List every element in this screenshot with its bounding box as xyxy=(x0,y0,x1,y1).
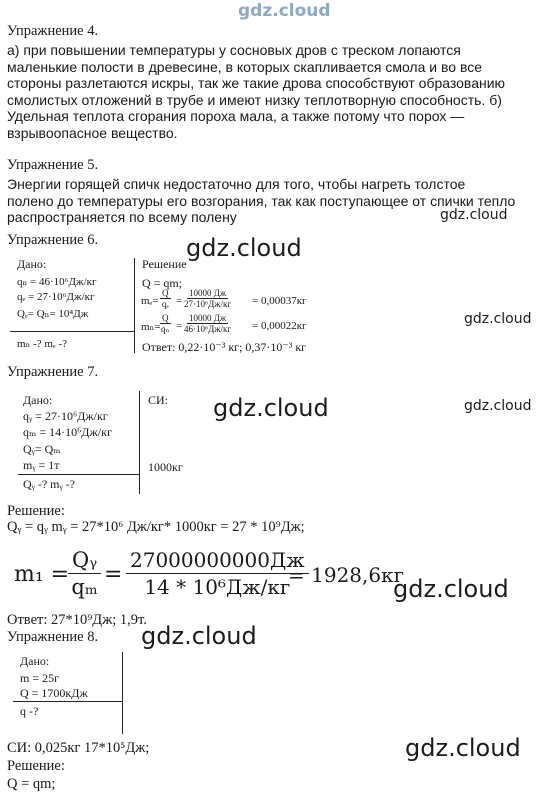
formula-result: = 0,00022кг xyxy=(252,320,307,332)
fraction-numerator: Qᵧ xyxy=(68,547,101,574)
formula-lhs: m₁ = xyxy=(14,562,70,587)
given-item: Qₑ= Qₙ= 10⁴Дж xyxy=(17,308,89,320)
watermark: gdz.cloud xyxy=(464,311,532,327)
answer-line: Ответ: 27*10⁹Дж; 1,9т. xyxy=(7,612,147,628)
equals-sign: = xyxy=(176,295,183,307)
answer-line: Ответ: 0,22·10⁻³ кг; 0,37·10⁻³ кг xyxy=(142,340,307,354)
solution-label: Решение: xyxy=(7,503,65,519)
given-separator xyxy=(134,258,135,353)
given-item: m = 25г xyxy=(20,671,60,685)
solution-label: Решение xyxy=(142,257,187,271)
fraction xyxy=(160,288,171,309)
formula-result: = 1928,6кг xyxy=(288,563,405,587)
formula-line: mₑ= xyxy=(141,295,159,307)
exercise-5-text-line: полено до температуры его возгорания, так как поступающее от спички тепло xyxy=(7,192,516,209)
given-divider xyxy=(13,701,122,702)
watermark-top: gdz.cloud xyxy=(238,1,331,21)
given-item: qₙ = 46·10⁶Дж/кг xyxy=(17,276,97,288)
fraction xyxy=(68,547,101,600)
fraction-numerator: Q xyxy=(162,313,169,323)
solution-line: Qᵧ = qᵧ mᵧ = 27*10⁶ Дж/кг* 1000кг = 27 * 10⁹Дж; xyxy=(7,519,305,535)
find-item: Qᵧ -? mᵧ -? xyxy=(23,477,76,491)
si-line: СИ: 0,025кг 17*10⁵Дж; xyxy=(7,740,150,756)
fraction xyxy=(184,313,231,334)
formula-line: Q = qm; xyxy=(142,276,183,290)
watermark: gdz.cloud xyxy=(141,622,257,650)
find-item: q -? xyxy=(20,704,39,718)
exercise-6-title: Упражнение 6. xyxy=(7,232,99,248)
fraction-denominator: 14 * 10⁶Дж/кг xyxy=(144,575,291,599)
si-label: СИ: xyxy=(148,393,169,407)
exercise-4-title: Упражнение 4. xyxy=(7,23,99,39)
fraction-denominator: qₙ xyxy=(161,324,170,334)
exercise-5-text-line: распространяется по всему полену xyxy=(7,209,237,225)
exercise-4-text-line: Удельная теплота сгорания пороха мала, а также потому что порох — xyxy=(7,108,465,124)
exercise-8-title: Упражнение 8. xyxy=(7,629,99,645)
formula-result: = 0,00037кг xyxy=(252,295,307,307)
given-item: Qᵧ= Qₘ xyxy=(23,442,61,456)
exercise-5-title: Упражнение 5. xyxy=(7,157,99,173)
given-label: Дано: xyxy=(17,257,47,271)
exercise-4-text-line: взрывоопасное вещество. xyxy=(7,124,178,141)
exercise-5-text-line: Энергии горящей спичк недостаточно для того, чтобы нагреть толстое xyxy=(7,176,466,192)
given-label: Дано: xyxy=(20,654,50,668)
fraction xyxy=(160,313,171,334)
fraction-numerator: Q xyxy=(162,288,169,298)
fraction-denominator: 27·10⁶Дж/кг xyxy=(184,299,232,309)
si-value: 1000кг xyxy=(148,460,183,474)
fraction-numerator: 10000 Дж xyxy=(188,288,227,298)
given-item: qₑ = 27·10⁶Дж/кг xyxy=(17,291,95,303)
given-label: Дано: xyxy=(23,393,53,407)
fraction-denominator: 46·10⁶Дж/кг xyxy=(184,324,232,334)
solution-line: Q = qm; xyxy=(7,776,56,792)
fraction xyxy=(126,547,309,600)
exercise-4-text-line: а) при повышении температуры у сосновых дров с треском лопаются xyxy=(7,42,461,58)
watermark: gdz.cloud xyxy=(393,575,509,603)
fraction-numerator: 10000 Дж xyxy=(188,313,227,323)
watermark: gdz.cloud xyxy=(405,734,521,762)
fraction-denominator: qₘ xyxy=(71,575,98,599)
equals-sign: = xyxy=(176,320,183,332)
given-item: qᵧ = 27·10⁶Дж/кг xyxy=(23,409,108,423)
exercise-4-text-line: маленькие полости в древесине, в которых скапливается смола и во все xyxy=(7,58,483,75)
given-item: qₘ = 14·10⁶Дж/кг xyxy=(23,425,112,439)
exercise-4-text-line: стороны разлетаются искры, так же такие дрова способствуют образованию xyxy=(7,75,506,91)
given-separator xyxy=(122,652,123,734)
watermark: gdz.cloud xyxy=(186,234,302,262)
fraction-denominator: qₑ xyxy=(161,299,169,309)
equals-sign: = xyxy=(104,562,123,587)
find-item: mₙ -? mₑ -? xyxy=(17,338,68,350)
watermark: gdz.cloud xyxy=(440,207,508,223)
fraction-numerator: 27000000000Дж xyxy=(126,547,309,574)
watermark: gdz.cloud xyxy=(464,398,532,414)
formula-line: mₙ= xyxy=(141,321,161,333)
given-separator xyxy=(139,391,140,494)
exercise-4-text-line: смолистых отложений в трубе и имеют низку теплотворную способность. б) xyxy=(7,91,502,108)
solution-label: Решение: xyxy=(7,758,65,774)
watermark: gdz.cloud xyxy=(213,394,329,422)
given-divider xyxy=(10,331,134,332)
exercise-7-title: Упражнение 7. xyxy=(7,364,99,380)
fraction xyxy=(184,288,231,309)
given-item: Q = 1700кДж xyxy=(20,686,88,700)
given-divider xyxy=(18,474,139,475)
given-item: mᵧ = 1т xyxy=(23,458,60,472)
